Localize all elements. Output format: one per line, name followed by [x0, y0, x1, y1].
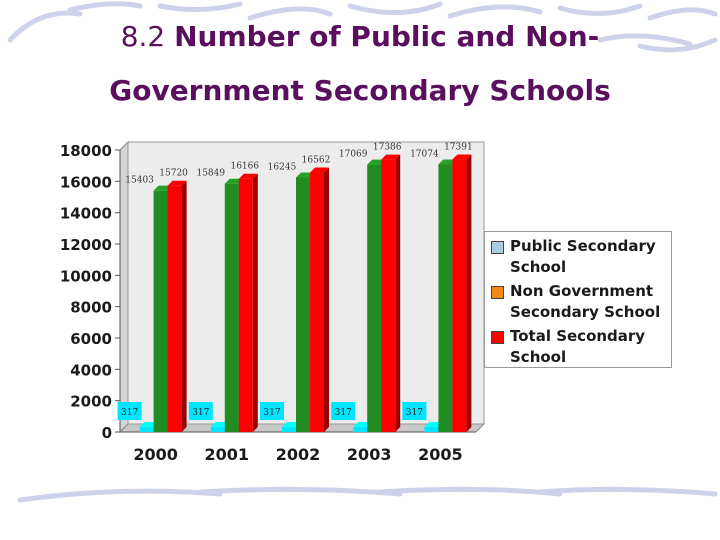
y-tick-label: 18000 — [59, 142, 112, 160]
bar-total-side — [395, 155, 400, 432]
y-tick-label: 4000 — [70, 361, 112, 380]
legend-item-total — [491, 326, 667, 368]
legend-label-nongov — [510, 281, 660, 323]
legend-swatch-public — [491, 241, 504, 254]
bar-total-side — [253, 174, 258, 432]
x-tick-label: 2001 — [204, 445, 250, 464]
y-tick-label: 14000 — [59, 204, 112, 223]
x-tick-label: 2000 — [133, 445, 178, 464]
title-number: 8.2 — [120, 20, 166, 53]
legend-swatch-nongov — [491, 286, 504, 299]
y-tick-label: 16000 — [59, 173, 112, 192]
legend-nongov-line2: Secondary School — [510, 303, 661, 321]
bar-total-side — [466, 155, 471, 432]
legend-item-nongov — [491, 281, 667, 323]
bar-total — [168, 186, 182, 432]
data-label-nongov: 15849 — [196, 168, 226, 179]
y-tick-label: 0 — [101, 424, 112, 442]
bar-public — [282, 427, 296, 432]
bar-nongov — [367, 165, 381, 432]
bar-public — [211, 427, 225, 432]
bar-total — [381, 160, 395, 432]
legend-item-public — [491, 236, 667, 278]
y-tick-label: 8000 — [70, 298, 112, 317]
bar-nongov — [225, 184, 239, 432]
bar-nongov — [296, 177, 310, 432]
data-label-total: 16166 — [230, 161, 260, 172]
data-label-nongov: 16245 — [267, 162, 297, 173]
legend-label-total — [510, 326, 645, 368]
data-label-public: 317 — [405, 408, 423, 418]
data-label-total: 17391 — [444, 142, 473, 153]
bar-total-side — [324, 168, 329, 432]
bar-nongov — [154, 191, 168, 432]
bar-total-side — [182, 181, 187, 432]
data-label-nongov: 15403 — [125, 175, 154, 186]
x-tick-label: 2002 — [275, 445, 321, 464]
bar-public — [424, 427, 438, 432]
data-label-nongov: 17069 — [338, 149, 368, 160]
bar-total — [310, 173, 324, 432]
legend-public-line1: Public Secondary — [510, 237, 656, 255]
data-label-total: 16562 — [301, 155, 331, 166]
y-tick-label: 2000 — [70, 392, 112, 411]
legend-total-line2: School — [510, 348, 567, 366]
data-label-public: 317 — [263, 408, 281, 418]
data-label-total: 17386 — [372, 142, 402, 153]
legend-nongov-line1: Non Government — [510, 282, 654, 300]
bar-total — [239, 179, 253, 432]
title-text: Number of Public and Non- — [174, 20, 600, 53]
legend-public-line2: School — [510, 258, 567, 276]
bar-nongov — [438, 165, 452, 432]
data-label-public: 317 — [192, 408, 210, 418]
data-label-public: 317 — [121, 408, 139, 418]
slide-title-line2: Government Secondary Schools — [109, 74, 611, 107]
chart-legend — [484, 231, 672, 368]
bar-total — [452, 160, 466, 432]
y-tick-label: 6000 — [70, 330, 112, 348]
y-tick-label: 12000 — [59, 236, 112, 254]
x-tick-label: 2005 — [418, 445, 463, 464]
legend-swatch-total — [491, 331, 504, 344]
data-label-public: 317 — [334, 408, 352, 418]
legend-label-public — [510, 236, 656, 278]
y-tick-label: 10000 — [59, 267, 112, 286]
x-tick-label: 2003 — [346, 445, 392, 464]
bar-public — [140, 427, 154, 432]
data-label-total: 15720 — [159, 168, 188, 179]
legend-total-line1: Total Secondary — [510, 327, 646, 345]
data-label-nongov: 17074 — [410, 149, 439, 160]
bar-public — [353, 427, 367, 432]
